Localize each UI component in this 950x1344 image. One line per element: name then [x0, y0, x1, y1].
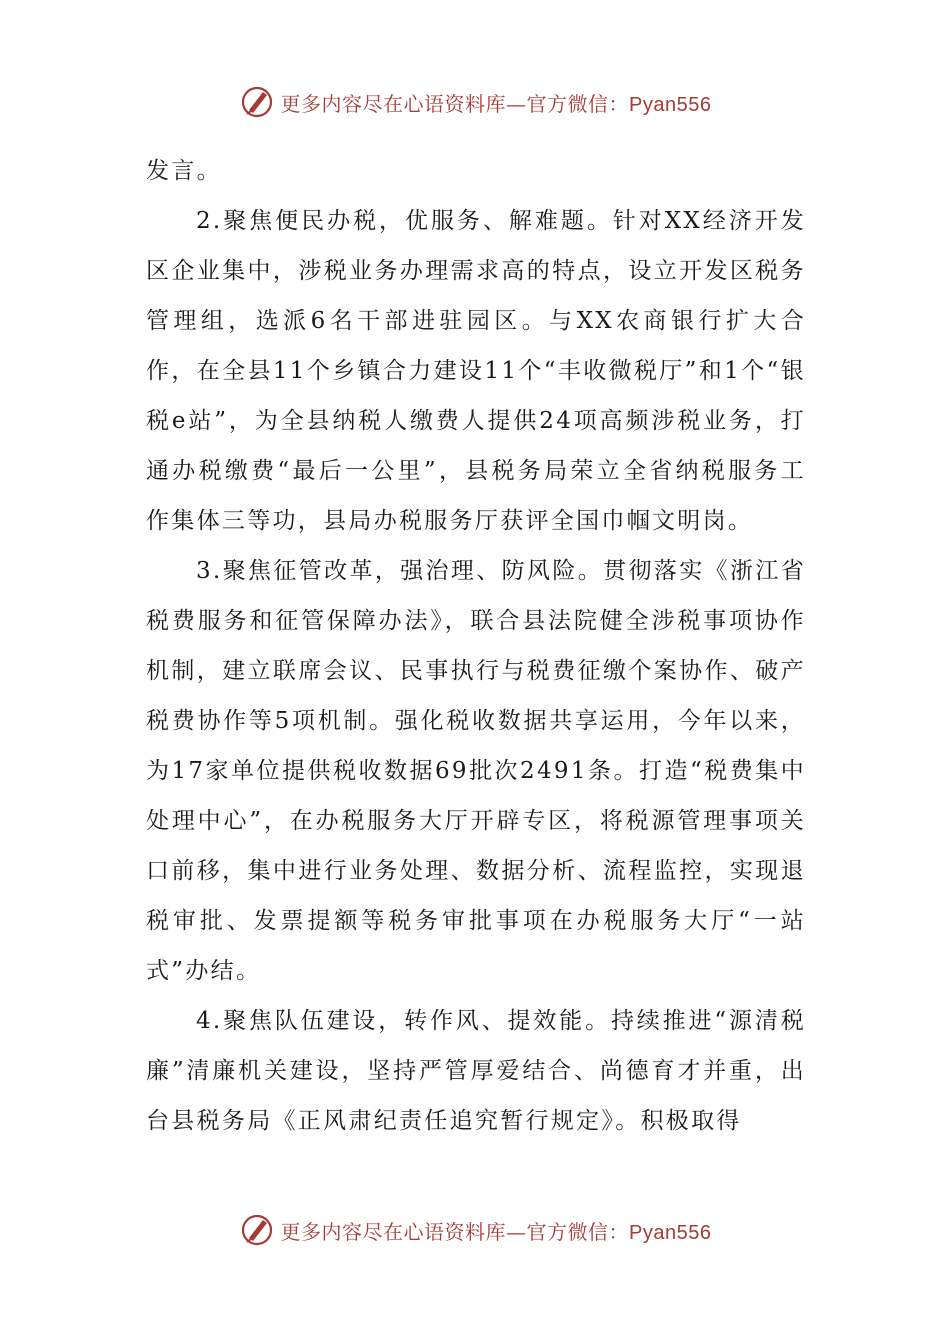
- header-watermark-id: Pyan556: [629, 93, 712, 116]
- footer-watermark-id: Pyan556: [629, 1221, 712, 1244]
- header-watermark-banner: [0, 82, 950, 122]
- footer-watermark-banner: [0, 1210, 950, 1250]
- document-body: [146, 146, 806, 1146]
- paragraph-item-2: 2.聚焦便民办税，优服务、解难题。针对XX经济开发区企业集中，涉税业务办理需求高的特点，设立开发区税务管理组，选派6名干部进驻园区。与XX农商银行扩大合作，在全县11个乡镇合力建设11个“丰收微税厅”和1个“银税e站”，为全县纳税人缴费人提供24项高频涉税业务，打通办税缴费“最后一公里”，县税务局荣立全省纳税服务工作集体三等功，县局办税服务厅获评全国巾帼文明岗。: [146, 208, 806, 534]
- paragraph-item-4: 4.聚焦队伍建设，转作风、提效能。持续推进“源清税廉”清廉机关建设，坚持严管厚爱结合、尚德育才并重，出台县税务局《正风肃纪责任追究暂行规定》。积极取得: [146, 1008, 806, 1134]
- paragraph-item-3: 3.聚焦征管改革，强治理、防风险。贯彻落实《浙江省税费服务和征管保障办法》，联合县法院健全涉税事项协作机制，建立联席会议、民事执行与税费征缴个案协作、破产税费协作等5项机制。强化税收数据共享运用，今年以来，为17家单位提供税收数据69批次2491条。打造“税费集中处理中心”，在办税服务大厅开辟专区，将税源管理事项关口前移，集中进行业务处理、数据分析、流程监控，实现退税审批、发票提额等税务审批事项在办税服务大厅“一站式”办结。: [146, 558, 806, 984]
- header-watermark-text: 更多内容尽在心语资料库—官方微信：Pyan556: [280, 91, 712, 116]
- footer-watermark-text: 更多内容尽在心语资料库—官方微信：Pyan556: [280, 1219, 712, 1244]
- pen-seal-logo-icon: [239, 1212, 275, 1248]
- paragraph-continuation: 发言。: [146, 158, 222, 184]
- pen-seal-logo-icon: [239, 84, 275, 120]
